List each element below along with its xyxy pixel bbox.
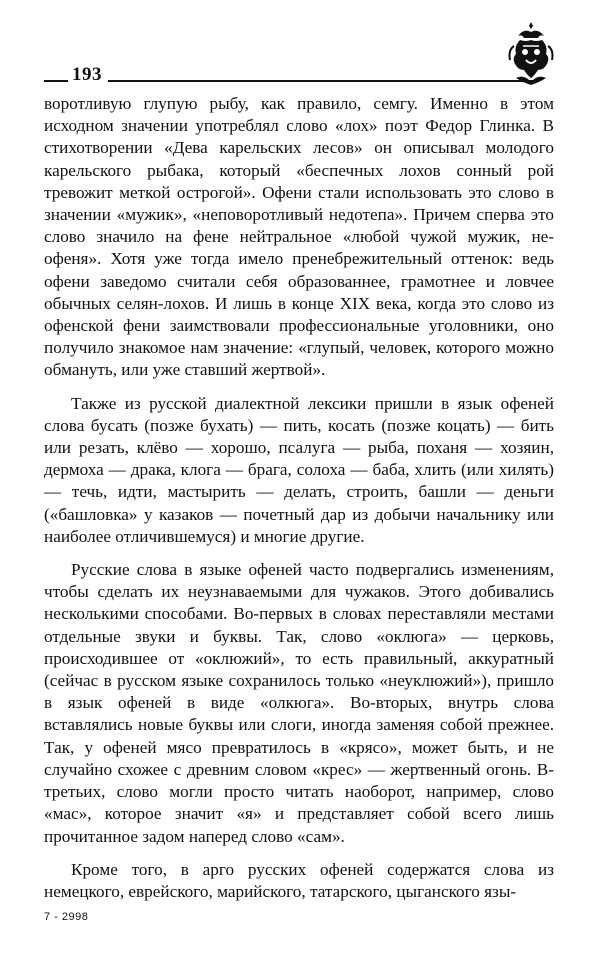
signature-mark: 7 - 2998 [44, 911, 89, 923]
page-number: 193 [72, 64, 102, 85]
decorative-crest-icon [506, 20, 556, 86]
header-rule-left [44, 80, 68, 82]
paragraph: воротливую глупую рыбу, как правило, семгу. Именно в этом исходном значении употреблял слово «лох» поэт Федор Глинка. В стихотворении «Дева карельских лесов» он описывал молодого карельского рыбака, который «беспечных лохов сонный рой тревожит меткой острогой». Офени стали использовать это слово в значении «мужик», «неповоротливый недотепа». Причем сперва это слово значило на фене нейтральное «любой чужой мужик, не-офеня». Хотя уже тогда имело пренебрежительный оттенок: ведь офени заведомо считали себя образованнее, грамотнее и ловчее обычных селян-лохов. И лишь в конце XIX века, когда это слово из офенской фени заимствовали профессиональные уголовники, оно получило знакомое нам значение: «глупый, человек, которого можно обмануть, или уже ставший жертвой». [44, 94, 554, 380]
paragraph: Русские слова в языке офеней часто подвергались изменениям, чтобы сделать их неузнаваемыми для чужаков. Этого добивались несколькими способами. Во-первых в словах переставляли местами отдельные звуки и буквы. Так, слово «оклюга» — церковь, происходившее от «оклюжий», то есть правильный, аккуратный (сейчас в русском языке сохранилось только «неуклюжий»), пришло в язык офеней в виде «олкюга». Во-вторых, внутрь слова вставлялись новые буквы или слоги, иногда заменяя собой прежнее. Так, у офеней мясо превратилось в «крясо», может быть, и не случайно схожее с древним словом «крес» — жертвенный огонь. В-третьих, слово могли просто читать наоборот, например, слово «мас», которое значит «я» и представляет собой всего лишь прочитанное задом наперед слово «сам». [44, 560, 554, 846]
paragraph: Кроме того, в арго русских офеней содержатся слова из немецкого, еврейского, марийского, татарского, цыганского язы- [44, 859, 554, 901]
paragraph: Также из русской диалектной лексики пришли в язык офеней слова бусать (позже бухать) — пить, косать (позже коцать) — бить или резать, клёво — хорошо, псалуга — рыба, поханя — хозяин, дермоха — драка, клога — брага, солоха — баба, хлить (или хилять) — течь, идти, мастырить — делать, строить, башли — деньги («башловка» у казаков — почетный дар из добычи начальнику или наиболее отличившемуся) и многие другие. [44, 393, 554, 546]
header-rule [108, 80, 536, 82]
body-text [44, 93, 554, 914]
